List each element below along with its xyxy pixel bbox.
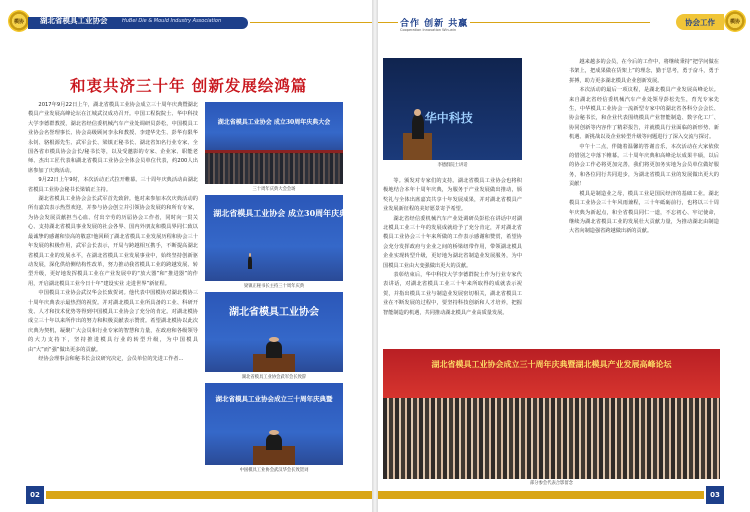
photo-banner: 湖北省模具工业协会成立三十周年庆典暨湖北模具产业发展高峰论坛 [431,359,672,370]
header-divider [378,22,398,23]
audience [205,153,343,184]
speaker-figure [233,242,268,281]
page-header-left [0,14,250,32]
paragraph: 越来越多的会员，在今后的工作中，将继续秉持“把学问做在书架上，把成果做在货架上”的理念，勤于思考，勇于奋斗，勇于拼搏，助力更多湖北模具企业创新发展。 [569,59,719,84]
speaker-head [249,253,251,257]
photo-caption: 李德群院士讲话 [437,163,468,168]
header-divider [250,22,372,23]
footer-bar-right [378,491,704,499]
photo-caption: 梁镇正秘书长主持三十周年庆典 [243,284,305,289]
footer-bar-left [46,491,372,499]
speaker-body [266,434,283,451]
photo-host [205,195,364,281]
speaker-figure [205,416,343,465]
photo-caption: 湖北省模具工业协会武军会长致辞 [241,375,307,380]
group-backdrop [383,349,720,401]
logo-text: 模协 [729,18,740,25]
photo-venue [205,102,343,184]
paragraph: 模具是制造业之母，模具工业是国民经济的基础工业。湖北模具工业协会三十年风雨兼程，三十年砥砺前行，也将以三十周年庆典为新起点，和全省模具同仁一道，不忘初心、牢记使命，继续为湖北省模具工业的发展壮大贡献力量，为推动湖北由制造大省向制造强省跨越做出新的贡献。 [569,190,719,235]
right-page [378,0,750,512]
paragraph: 湖北省经信委机械汽车产业处调研员彭松在讲话中对湖北模具工业三十年的发展成就给予了充分肯定，并对湖北省模具工业协会三十年来所做的工作表示感谢和赞赏，希望协会充分发挥政府与企业之间的桥梁纽带作用，带领湖北模具企业实现转型升级，更好地为湖北省制造业发展服务，为中国模具工业由大变强做出更大的贡献。 [383,215,522,269]
speaker-body [412,114,424,138]
paragraph: 湖北省模具工业协会会长武军首先致辞。他对来参加本次庆典活动的所有嘉宾表示热烈欢迎，并参与协会创立并引领协会发展的和所有专家，为协会发展贡献担当心血、付出辛劳的历届协会工作者，同时向一贯关心、支持湖北省模具事业发展的社会各界、国内外朋友和模具界同仁致以最诚挚的感谢和崇高的敬意!他回顾了湖北省模具工业发展历程和协会三十年发展的积极作用，武军会长表示，开局与跨越相互携手，不断提高湖北省模具工业的发展水平，在湖北省模具工业发展事业中，始终坚持创新驱动发展，深化供给侧结构性改革，努力推动我省模具工业的跨越发展、转型升级，更好地发挥模具工业在产业发展中的“放大器”和“推进器”的作用，开启湖北模具工业今日十年“建设实业 走进世界”新征程。 [28,196,198,287]
speaker-body [248,256,252,269]
text-column-4 [569,58,719,347]
association-logo-right [724,10,746,32]
left-page [0,0,372,512]
page-number-text: 03 [710,491,720,499]
text-column-3 [383,177,522,347]
paragraph: 2017年9月22日上午，湖北省模具工业协会成立三十周年庆典暨湖北模具产业发展高峰论坛在江城武汉成功召开。中国工程院院士、华中科技大学李德群教授，湖北省经信委机械汽车产业处调研员彭松，中国模具工业协会名誉理事长、协会高级顾问李永和教授、李建华先生、彭华有限华永钊、骆根源先生、武军会长、梁镇正秘书长、湖北省知名行业专家、全国各省市模具协会会长/秘书长等，以及受邀影的专家、企业家、职能老师、杰出工匠代表和湖北省模具工业协会全体会员单位代表，约200人出席参加了庆典活动。 [28,102,198,174]
paragraph: 等。颁发对专家们的支持。湖北省模具工业协会也将积极地结合本年十周年庆典，为服务于产业发展做出推动，颁奖礼与全体出席嘉宾共享十年发展成果，并对湖北省模具产业发展新征程的美好愿景寄予希望。 [383,178,522,213]
page-number-right [706,486,724,504]
logo-text: 模协 [13,18,24,25]
speaker-figure [369,89,466,160]
slogan-en: Cooperation Innovation Win-win [400,28,457,32]
section-tab: 协会工作 [676,14,724,30]
publication-title-en: HuBei Die & Mould Industry Association [122,18,222,24]
paragraph: 表彰结束后，华中科技大学李德群院士作为行业专家代表讲话，对湖北省模具工业三十年来所取得的成就表示祝贺，并指出模具工业与制造业发展密切相关，湖北省模具工业在不断发展的过程中，要坚持科技创新和人才培养，把握智能制造的机遇，共同推动湖北模具产业高质量发展。 [383,272,522,316]
photo-caption: 部分参会代表合影留念 [530,481,573,486]
photo-caption: 三十周年庆典大会会场 [252,187,296,192]
photo-banner: 湖北省模具工业协会成立三十周年庆典暨 [215,395,333,404]
paragraph: 中午十二点，伴随着温馨的答谢音乐，本次活动在大家依依的惜别之中落下帷幕。三十周年庆典和高峰论坛成果丰硕，以后的协会工作必将更加完善，我们将更加务实地为会员单位做好服务，和各位同行共同进步，为湖北省模具工业的发展做出更大的贡献！ [569,143,719,188]
photo-banner: 湖北省模具工业协会 成立30周年庆典大会 [217,118,331,126]
group-people [383,398,720,479]
page-number-left [26,486,44,504]
slogan: 合作 创新 共赢 [400,19,469,29]
stage-backdrop [205,102,343,153]
photo-caption: 中国模具工业协会武汉华会长致贺词 [239,468,309,473]
speaker-figure [205,324,343,372]
paragraph: 经协会理事会和秘书长会议研究决定，会员单位的先进工作者... [38,355,184,362]
speaker-head [414,109,421,116]
publication-title: 湖北省模具工业协会 [40,16,108,25]
photo-guest-speech [205,383,343,465]
photo-banner: 华中科技 [424,111,473,125]
header-divider [470,22,650,23]
page-number-text: 02 [30,491,40,499]
photo-group [383,349,720,479]
article-title: 和衷共济三十年 创新发展绘鸿篇 [70,76,308,95]
photo-banner: 湖北省模具工业协会 [229,307,319,319]
paragraph: 9月22日上午9时，本次活动正式拉开帷幕。三十周年庆典活动由湖北省模具工业协会秘书长梁镇正主持。 [28,177,198,193]
photo-banner: 湖北省模具工业协会 成立30周年庆典大会 [213,207,364,218]
text-column-1 [28,101,198,481]
paragraph: 本次活动的最后一项议程，是湖北模具产业发展高峰论坛。来自湖北省经信委机械汽车产业处领导彭松先生，育光专家先生，中华模具工业协会一流新型专家中的湖北省各科分会会长、协会秘书长，和企业代表围绕模具产业智能制造、数字化工厂、协同创新等内容作了精彩报告，并就模具行业面临的新形势、新机遇、新挑战以及企业转型升级等问题进行了深入交流与探讨。 [569,87,719,141]
speaker-body [266,341,283,357]
paragraph: 中国模具工业协会武汉华会长致贺词。他代表中国模协对湖北模协三十周年庆典表示最热烈的祝贺。并对湖北模具工业所具备的工业、科研开发、人才和技术优势等得到中国模具工业协会了充分的肯定。对湖北模协成立三十年以来所作出的努力和积极贡献表示赞赏。希望湖北模协以此次庆典为契机，凝聚广大会员和行业专家的智慧和力量，在政府和各级领导的大力支持下，坚持推进模具行业的转型升级，为中国模具由“大”而“强”做出更多的贡献。 [28,290,198,353]
photo-academician-speech [383,58,522,160]
speaker-head [269,430,279,435]
photo-chairman-speech [205,292,343,372]
